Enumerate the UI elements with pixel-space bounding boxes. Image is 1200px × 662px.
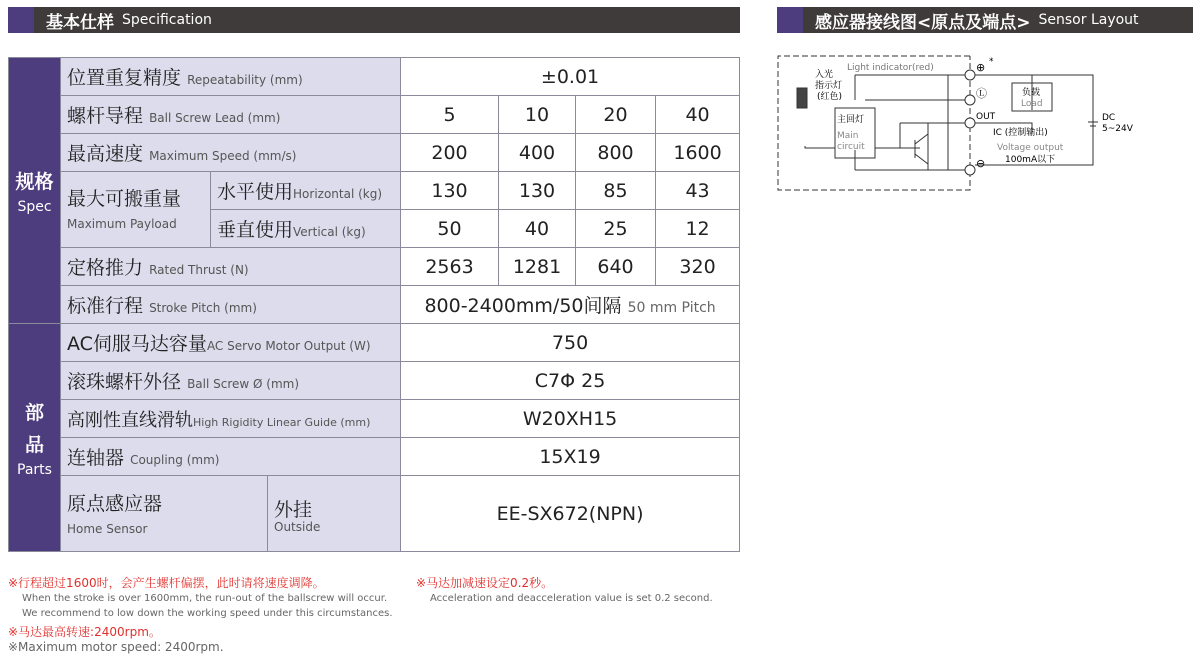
row-payload-horizontal: 最大可搬重量 Maximum Payload 水平使用Horizontal (kg) 130 130 85 43: [9, 172, 740, 210]
side-spec: 规格 Spec: [9, 58, 61, 324]
svg-text:Ⓛ: Ⓛ: [976, 87, 987, 100]
sensor-title-en: Sensor Layout: [1038, 12, 1139, 28]
svg-text:Voltage output: Voltage output: [997, 143, 1064, 153]
svg-text:5~24V: 5~24V: [1102, 124, 1133, 134]
row-repeatability: 规格 Spec 位置重复精度 Repeatability (mm) ±0.01: [9, 58, 740, 96]
svg-text:入光: 入光: [815, 70, 834, 80]
svg-text:Main: Main: [837, 131, 859, 141]
spec-table: [8, 57, 740, 552]
row-home-sensor: 原点感应器 Home Sensor 外挂 Outside EE-SX672(NPN): [9, 476, 740, 552]
svg-text:IC (控制输出): IC (控制输出): [993, 128, 1048, 138]
svg-text:circuit: circuit: [837, 142, 865, 152]
row-lead: 螺杆导程 Ball Screw Lead (mm) 5 10 20 40: [9, 96, 740, 134]
svg-text:⊖: ⊖: [976, 157, 986, 170]
spec-title-en: Specification: [122, 12, 212, 28]
spec-header: [8, 7, 740, 33]
svg-text:⊕: ⊕: [976, 61, 986, 74]
sensor-wiring-diagram: [775, 40, 1155, 200]
svg-text:Light indicator(red): Light indicator(red): [847, 63, 934, 73]
row-speed: 最高速度 Maximum Speed (mm/s) 200 400 800 1600: [9, 134, 740, 172]
svg-text:OUT: OUT: [976, 112, 996, 122]
header-accent: [777, 7, 803, 33]
svg-text:主回灯: 主回灯: [837, 115, 865, 125]
notes-right: ※马达加减速设定0.2秒。 Acceleration and deacceleration value is set 0.2 second.: [416, 576, 713, 604]
svg-text:100mA以下: 100mA以下: [1005, 155, 1056, 165]
row-stroke: 标准行程 Stroke Pitch (mm) 800-2400mm/50间隔 50 mm Pitch: [9, 286, 740, 324]
svg-text:(红色): (红色): [817, 92, 843, 102]
svg-text:DC: DC: [1102, 113, 1116, 123]
row-thrust: 定格推力 Rated Thrust (N) 2563 1281 640 320: [9, 248, 740, 286]
spec-title: 基本仕样: [46, 12, 114, 33]
sensor-header: [777, 7, 1193, 33]
svg-text:*: *: [989, 57, 994, 67]
row-motor: 部品 Parts AC伺服马达容量AC Servo Motor Output (W) 750: [9, 324, 740, 362]
svg-text:负载: 负载: [1022, 88, 1041, 98]
notes-left: ※行程超过1600时，会产生螺杆偏摆，此时请将速度调降。 When the stroke is over 1600mm, the run-out of the ballscrew will occur. We recommend to low down the working speed under this circumstances. ※马达最高转速:2400rpm。 ※Maximum motor speed: 2400rpm.: [8, 576, 393, 654]
row-payload-vertical: 垂直使用Vertical (kg) 50 40 25 12: [9, 210, 740, 248]
svg-text:指示灯: 指示灯: [815, 81, 843, 91]
side-parts: 部品 Parts: [9, 324, 61, 552]
sensor-title: 感应器接线图<原点及端点>: [815, 12, 1031, 33]
row-guide: 高刚性直线滑轨High Rigidity Linear Guide (mm) W20XH15: [9, 400, 740, 438]
svg-text:Load: Load: [1021, 99, 1043, 109]
row-screw: 滚珠螺杆外径 Ball Screw Ø (mm) C7Φ 25: [9, 362, 740, 400]
row-coupling: 连轴器 Coupling (mm) 15X19: [9, 438, 740, 476]
header-accent: [8, 7, 34, 33]
